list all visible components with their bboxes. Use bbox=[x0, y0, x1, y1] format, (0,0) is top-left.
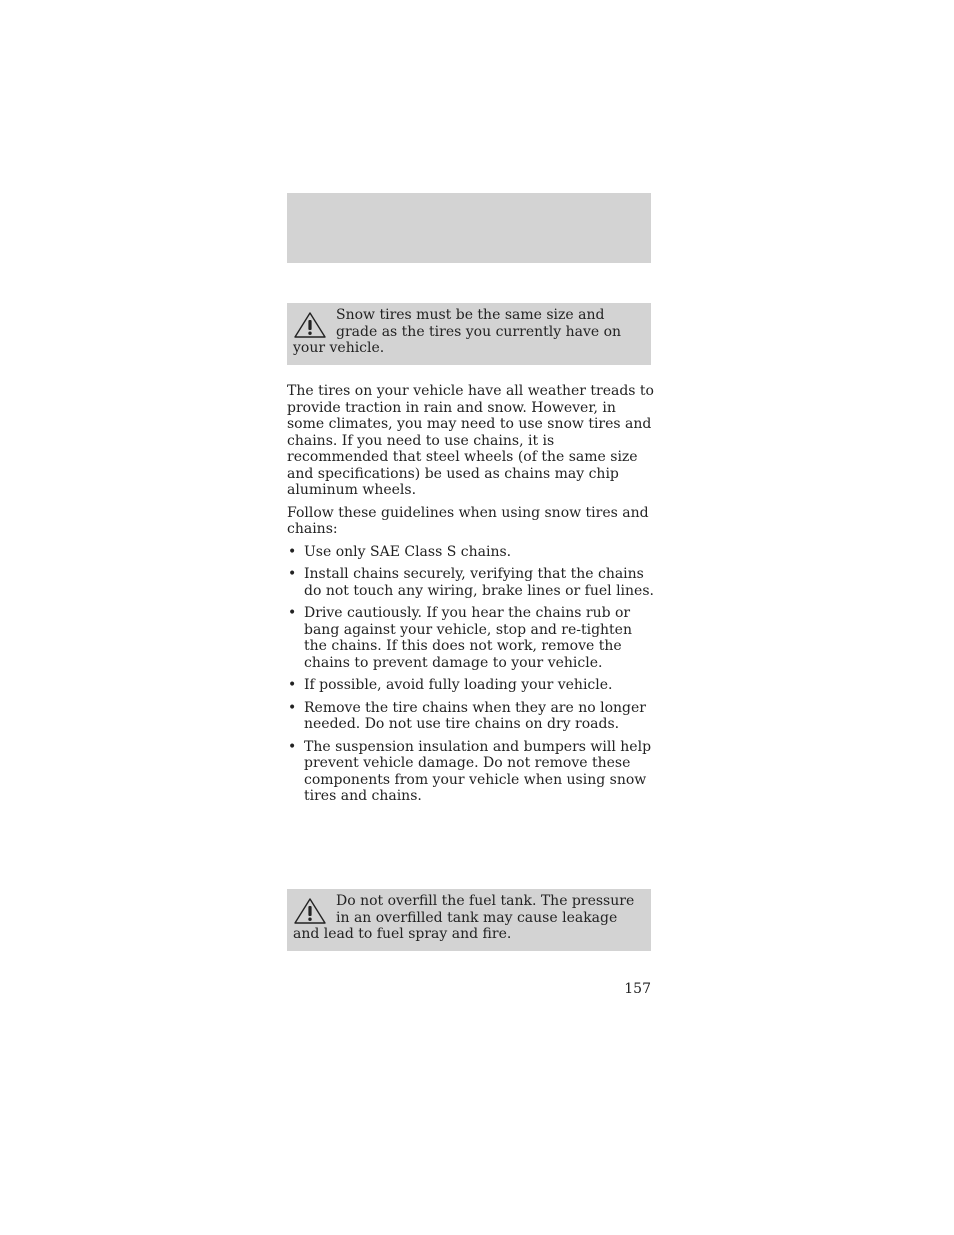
guidelines-intro: Follow these guidelines when using snow tires and chains: bbox=[287, 504, 649, 537]
main-content bbox=[287, 383, 655, 811]
bullet-mark: • bbox=[288, 699, 297, 716]
list-item-text: Use only SAE Class S chains. bbox=[304, 543, 512, 560]
list-item bbox=[287, 605, 655, 671]
bullet-mark: • bbox=[288, 738, 297, 755]
warning-text: Snow tires must be the same size and grade as the tires you currently have on your vehicle. bbox=[293, 307, 622, 356]
list-item-text: Drive cautiously. If you hear the chains rub or bang against your vehicle, stop and re-tighten the chains. If this does not work, remove the chains to prevent damage to your vehicle. bbox=[304, 605, 632, 671]
warning-text: Do not overfill the fuel tank. The pressure in an overfilled tank may cause leakage and lead to fuel spray and fire. bbox=[293, 893, 635, 942]
list-item-text: If possible, avoid fully loading your vehicle. bbox=[304, 677, 613, 693]
bullet-mark: • bbox=[288, 543, 297, 560]
warning-box-fuel-tank bbox=[287, 889, 651, 951]
bullet-mark: • bbox=[288, 605, 297, 621]
list-item-text: The suspension insulation and bumpers will help prevent vehicle damage. Do not remove these components from your vehicle when using snow tires and chains. bbox=[304, 738, 652, 804]
list-item bbox=[287, 566, 655, 599]
list-item-text: Remove the tire chains when they are no longer needed. Do not use tire chains on dry roads. bbox=[304, 699, 646, 732]
list-item bbox=[287, 739, 655, 805]
page-number: 157 bbox=[624, 981, 651, 997]
section-header-band bbox=[287, 193, 651, 263]
guidelines-list bbox=[287, 544, 655, 805]
warning-triangle-icon bbox=[293, 311, 327, 339]
intro-paragraph: The tires on your vehicle have all weather treads to provide traction in rain and snow. However, in some climates, you may need to use snow tires and chains. If you need to use chains, it is recommended that steel wheels (of the same size and specifications) be used as chains may chip aluminum wheels. bbox=[287, 383, 654, 498]
list-item bbox=[287, 544, 655, 561]
warning-triangle-icon bbox=[293, 897, 327, 925]
warning-box-snow-tires bbox=[287, 303, 651, 365]
list-item bbox=[287, 677, 655, 694]
bullet-mark: • bbox=[288, 677, 297, 693]
list-item bbox=[287, 700, 655, 733]
bullet-mark: • bbox=[288, 566, 297, 582]
list-item-text: Install chains securely, verifying that the chains do not touch any wiring, brake lines or fuel lines. bbox=[304, 566, 654, 599]
